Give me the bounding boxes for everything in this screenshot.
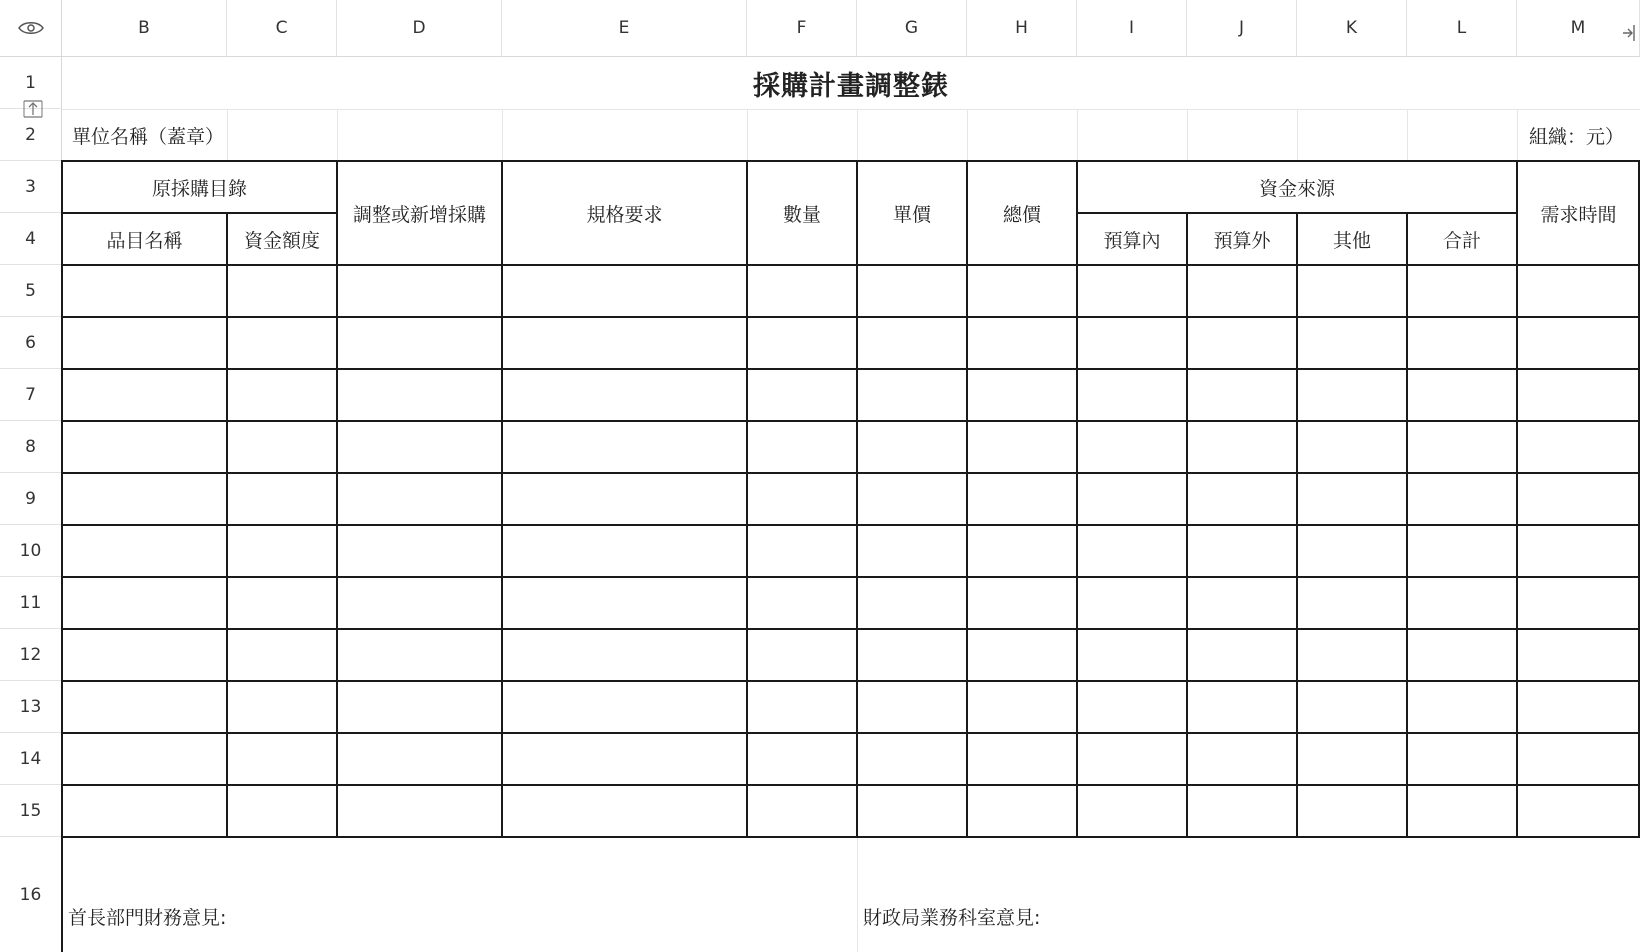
table-border — [1186, 212, 1188, 838]
header-original-catalog[interactable]: 原採購目錄 — [151, 177, 247, 200]
row-resize-icon[interactable] — [22, 98, 44, 120]
table-border — [856, 160, 858, 838]
dept-finance-opinion[interactable]: 首長部門財務意見: — [68, 906, 227, 929]
table-border — [226, 212, 228, 838]
table-border — [746, 160, 748, 838]
header-quantity[interactable]: 數量 — [782, 203, 821, 226]
gridline — [857, 109, 858, 161]
table-border — [61, 628, 1640, 630]
finance-bureau-opinion[interactable]: 財政局業務科室意見: — [863, 906, 1041, 929]
row-header-12[interactable]: 12 — [0, 629, 62, 681]
row-header-7[interactable]: 7 — [0, 369, 62, 421]
row-header-9[interactable]: 9 — [0, 473, 62, 525]
header-unit-price[interactable]: 單價 — [892, 203, 931, 226]
table-border — [61, 472, 1640, 474]
table-border — [61, 576, 1640, 578]
row-header-5[interactable]: 5 — [0, 265, 62, 317]
gridline — [502, 109, 503, 161]
table-border — [61, 420, 1640, 422]
row-header-13[interactable]: 13 — [0, 681, 62, 733]
table-border — [61, 732, 1640, 734]
row-header-8[interactable]: 8 — [0, 421, 62, 473]
row-header-15[interactable]: 15 — [0, 785, 62, 837]
gridline — [337, 109, 338, 161]
column-header-f[interactable]: F — [747, 0, 857, 57]
header-other[interactable]: 其他 — [1332, 229, 1371, 252]
header-item-name[interactable]: 品目名稱 — [106, 229, 183, 252]
row-header-4[interactable]: 4 — [0, 213, 62, 265]
header-fund-amount[interactable]: 資金額度 — [243, 229, 320, 252]
row-header-6[interactable]: 6 — [0, 317, 62, 369]
column-header-d[interactable]: D — [337, 0, 502, 57]
column-header-l[interactable]: L — [1407, 0, 1517, 57]
gridline — [1297, 109, 1298, 161]
header-fund-source[interactable]: 資金來源 — [1258, 177, 1335, 200]
page-title[interactable]: 採購計畫調整錶 — [753, 70, 949, 102]
row-header-11[interactable]: 11 — [0, 577, 62, 629]
gridline — [747, 109, 748, 161]
unit-name-label[interactable]: 單位名稱（蓋章） — [72, 125, 225, 148]
expand-right-icon[interactable] — [1621, 22, 1637, 44]
row-header-1[interactable]: 1 — [0, 57, 62, 109]
header-out-budget[interactable]: 預算外 — [1213, 229, 1271, 252]
gridline — [1187, 109, 1188, 161]
table-border — [61, 524, 1640, 526]
column-header-i[interactable]: I — [1077, 0, 1187, 57]
table-border — [61, 160, 1640, 162]
column-header-j[interactable]: J — [1187, 0, 1297, 57]
row-header-3[interactable]: 3 — [0, 161, 62, 213]
table-border — [61, 784, 1640, 786]
table-border — [61, 836, 1640, 838]
table-border — [1406, 212, 1408, 838]
table-border — [61, 680, 1640, 682]
row-header-2[interactable]: 2 — [0, 109, 62, 161]
column-header-c[interactable]: C — [227, 0, 337, 57]
table-border — [501, 160, 503, 838]
table-border — [61, 368, 1640, 370]
row-header-10[interactable]: 10 — [0, 525, 62, 577]
gridline — [1077, 109, 1078, 161]
header-total-price[interactable]: 總價 — [1002, 203, 1041, 226]
table-border — [61, 264, 1640, 266]
header-in-budget[interactable]: 預算內 — [1103, 229, 1161, 252]
currency-unit-label[interactable]: 組織：元） — [1528, 125, 1624, 148]
column-header-e[interactable]: E — [502, 0, 747, 57]
eye-icon[interactable] — [18, 21, 44, 35]
column-header-h[interactable]: H — [967, 0, 1077, 57]
select-all-corner[interactable] — [0, 0, 62, 57]
table-border — [1076, 160, 1078, 838]
header-adjust-new[interactable]: 調整或新增採購 — [352, 203, 486, 226]
header-demand-time[interactable]: 需求時間 — [1540, 203, 1617, 226]
row-header-14[interactable]: 14 — [0, 733, 62, 785]
row-header-16[interactable]: 16 — [0, 837, 62, 952]
table-border — [1516, 160, 1518, 838]
column-header-k[interactable]: K — [1297, 0, 1407, 57]
table-border — [61, 212, 337, 214]
gridline — [967, 109, 968, 161]
column-header-g[interactable]: G — [857, 0, 967, 57]
table-border — [1296, 212, 1298, 838]
header-subtotal[interactable]: 合計 — [1442, 229, 1481, 252]
table-border — [61, 160, 63, 952]
column-header-m[interactable]: M — [1517, 0, 1640, 57]
table-border — [61, 316, 1640, 318]
column-header-b[interactable]: B — [62, 0, 227, 57]
header-spec[interactable]: 規格要求 — [586, 203, 663, 226]
table-border — [966, 160, 968, 838]
table-border — [336, 160, 338, 838]
